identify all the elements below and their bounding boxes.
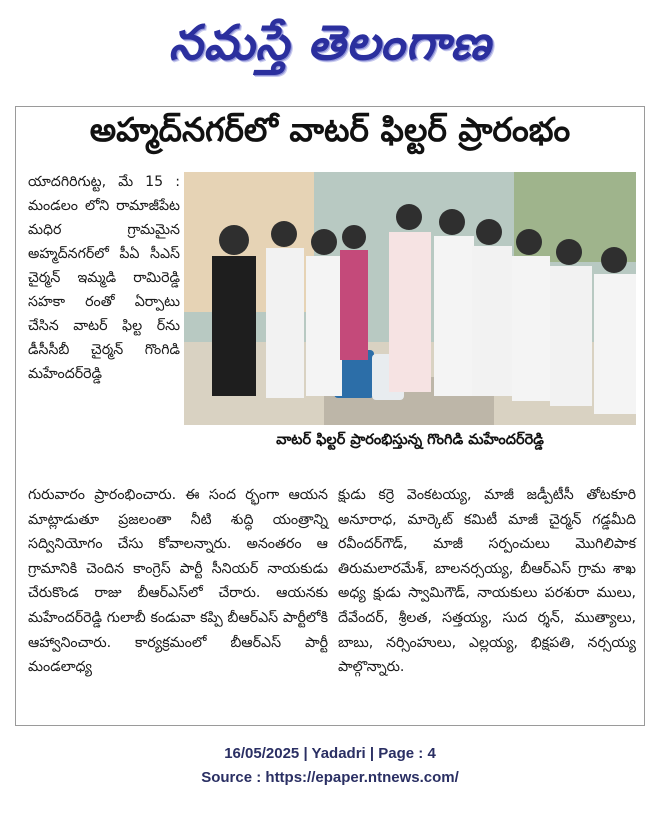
article-photo [184,172,636,425]
article-body-left-column [28,483,328,680]
article-headline: అహ్మద్‌నగర్‌లో వాటర్ ఫిల్టర్ ప్రారంభం [89,110,571,149]
footer-source: Source : https://epaper.ntnews.com/ [201,769,459,786]
body-paragraph-mid: గురువారం ప్రారంభించారు. ఈ సంద ర్భంగా ఆయన మాట్లాడుతూ ప్రజలంతా నీటి శుద్ధి యంత్రాన్ని సద్వినియోగం చేసు కోవాలన్నారు. అనంతరం ఆ గ్రామానికి చెందిన కాంగ్రెస్ పార్టీ సీనియర్ నాయకుడు చేరుకొండ రాజు బీఆర్‌ఎస్‌లో చేరారు. ఆయనకు మహేందర్‌రెడ్డి గులాబీ కండువా కప్పి బీఆర్‌ఎస్ పార్టీలోకి ఆహ్వానించారు. కార్యక్రమంలో బీఆర్‌ఎస్ పార్టీ మండలాధ్య [28,487,328,676]
article-body-right-column [338,483,636,680]
lead-paragraph: యాదగిరిగుట్ట, మే 15 : మండలం లోని రామాజీపేట మధిర గ్రామమైన అహ్మద్‌నగర్‌లో పీఏ సీఎస్ చైర్మన్ ఇమ్మడి రామిరెడ్డి సహకా రంతో ఏర్పాటు చేసిన వాటర్ ఫిల్ట ర్‌ను డీసీసీబీ చైర్మన్ గొంగిడి మహేందర్‌రెడ్డి [28,174,180,382]
footer [0,742,660,790]
body-paragraph-right: క్షుడు కర్రె వెంకటయ్య, మాజీ జడ్పీటీసీ తోటకూరి అనూరాధ, మార్కెట్ కమిటీ మాజీ చైర్మన్ గడ్డమీది రవీందర్‌గౌడ్, మాజీ సర్పంచులు మొగిలిపాక తిరుమలారమేశ్, బాలనర్సయ్య, బీఆర్‌ఎస్ గ్రామ శాఖ అధ్య క్షుడు స్వామిగౌడ్, నాయకులు పరశురా ములు, దేవేందర్, శ్రీలత, సత్తయ్య, సుద ర్శన్, ముత్యాలు, బాబు, నర్సింహులు, ఎల్లయ్య, భిక్షపతి, నర్సయ్య పాల్గొన్నారు. [338,487,636,676]
photo-caption: వాటర్ ఫిల్టర్ ప్రారంభిస్తున్న గొంగిడి మహేందర్‌రెడ్డి [184,425,636,459]
masthead [0,0,660,98]
newspaper-logo-text: నమస్తే తెలంగాణ [168,15,492,71]
footer-date-edition: 16/05/2025 | Yadadri | Page : 4 [224,745,436,762]
photo-illustration [184,172,636,425]
article-lead-column [28,170,180,386]
